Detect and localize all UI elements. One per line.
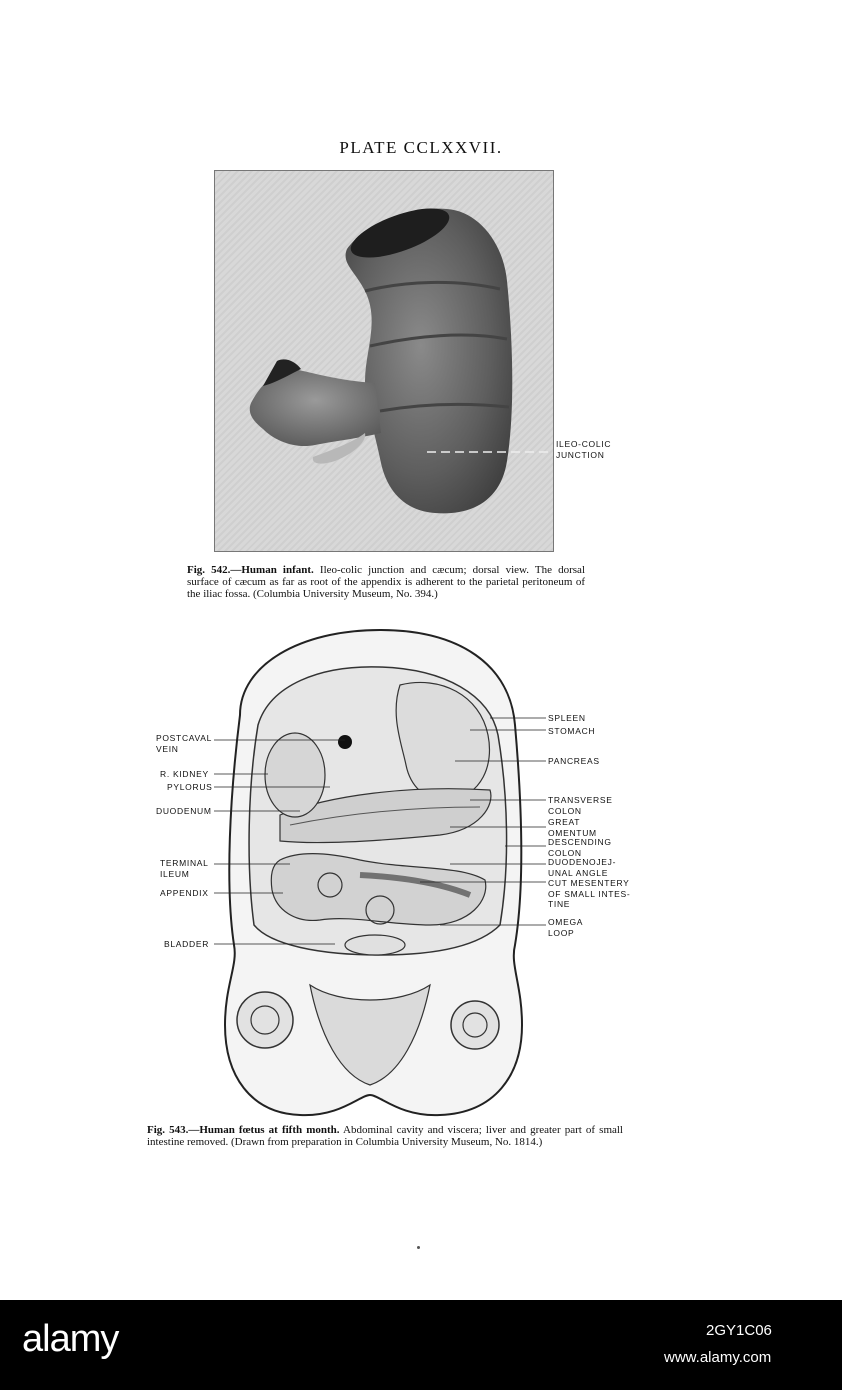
page-dot	[417, 1246, 420, 1249]
label-postcaval-vein: POSTCAVAL VEIN	[156, 733, 213, 754]
label-omega-loop: OMEGA LOOP	[548, 917, 584, 938]
label-appendix: APPENDIX	[160, 888, 209, 898]
figure-543-caption	[147, 1124, 623, 1148]
label-stomach: STOMACH	[548, 726, 596, 736]
figure-543-drawing	[210, 625, 530, 1120]
figure-543-caption-lead: Fig. 543.—Human fœtus at fifth month.	[147, 1124, 340, 1136]
label-transverse-colon: TRANSVERSE COLON	[548, 795, 613, 816]
figure-542-caption	[187, 564, 585, 600]
image-id: 2GY1C06	[706, 1322, 772, 1339]
watermark-bar	[0, 1300, 842, 1390]
label-spleen: SPLEEN	[548, 713, 586, 723]
figure-543-caption-text: Abdominal cavity and viscera; liver and greater part of small intestine removed. (Drawn from preparation in Columbia University Museum, No. 1814.)	[147, 1124, 623, 1148]
figure-542-caption-text: Ileo-colic junction and cæcum; dorsal view. The dorsal surface of cæcum as far as root of the appendix is adherent to the parietal peritoneum of the iliac fossa. (Columbia University Museum, No. 394.)	[187, 564, 585, 600]
label-cut-mesentery: CUT MESENTERY OF SMALL INTES- TINE	[548, 878, 631, 909]
label-pylorus: PYLORUS	[167, 782, 213, 792]
figure-542-caption-lead: Fig. 542.—Human infant.	[187, 564, 314, 576]
label-descending-colon: DESCENDING COLON	[548, 837, 612, 858]
label-bladder: BLADDER	[164, 939, 210, 949]
label-pancreas: PANCREAS	[548, 756, 600, 766]
abdominal-cavity-illustration	[210, 625, 530, 1120]
label-terminal-ileum: TERMINAL ILEUM	[160, 858, 209, 879]
label-duodenojejunal-angle: DUODENOJEJ- UNAL ANGLE	[548, 857, 617, 878]
figure-542-photo	[214, 170, 554, 552]
site-url: www.alamy.com	[664, 1349, 772, 1366]
label-great-omentum: GREAT OMENTUM	[548, 817, 597, 838]
plate-title: PLATE CCLXXVII.	[339, 138, 503, 157]
label-r-kidney: R. KIDNEY	[160, 769, 209, 779]
label-duodenum: DUODENUM	[156, 806, 212, 816]
alamy-logo: alamy	[22, 1318, 119, 1360]
caecum-photo-illustration	[215, 171, 554, 552]
label-ileo-colic-junction: ILEO-COLIC JUNCTION	[556, 439, 612, 460]
